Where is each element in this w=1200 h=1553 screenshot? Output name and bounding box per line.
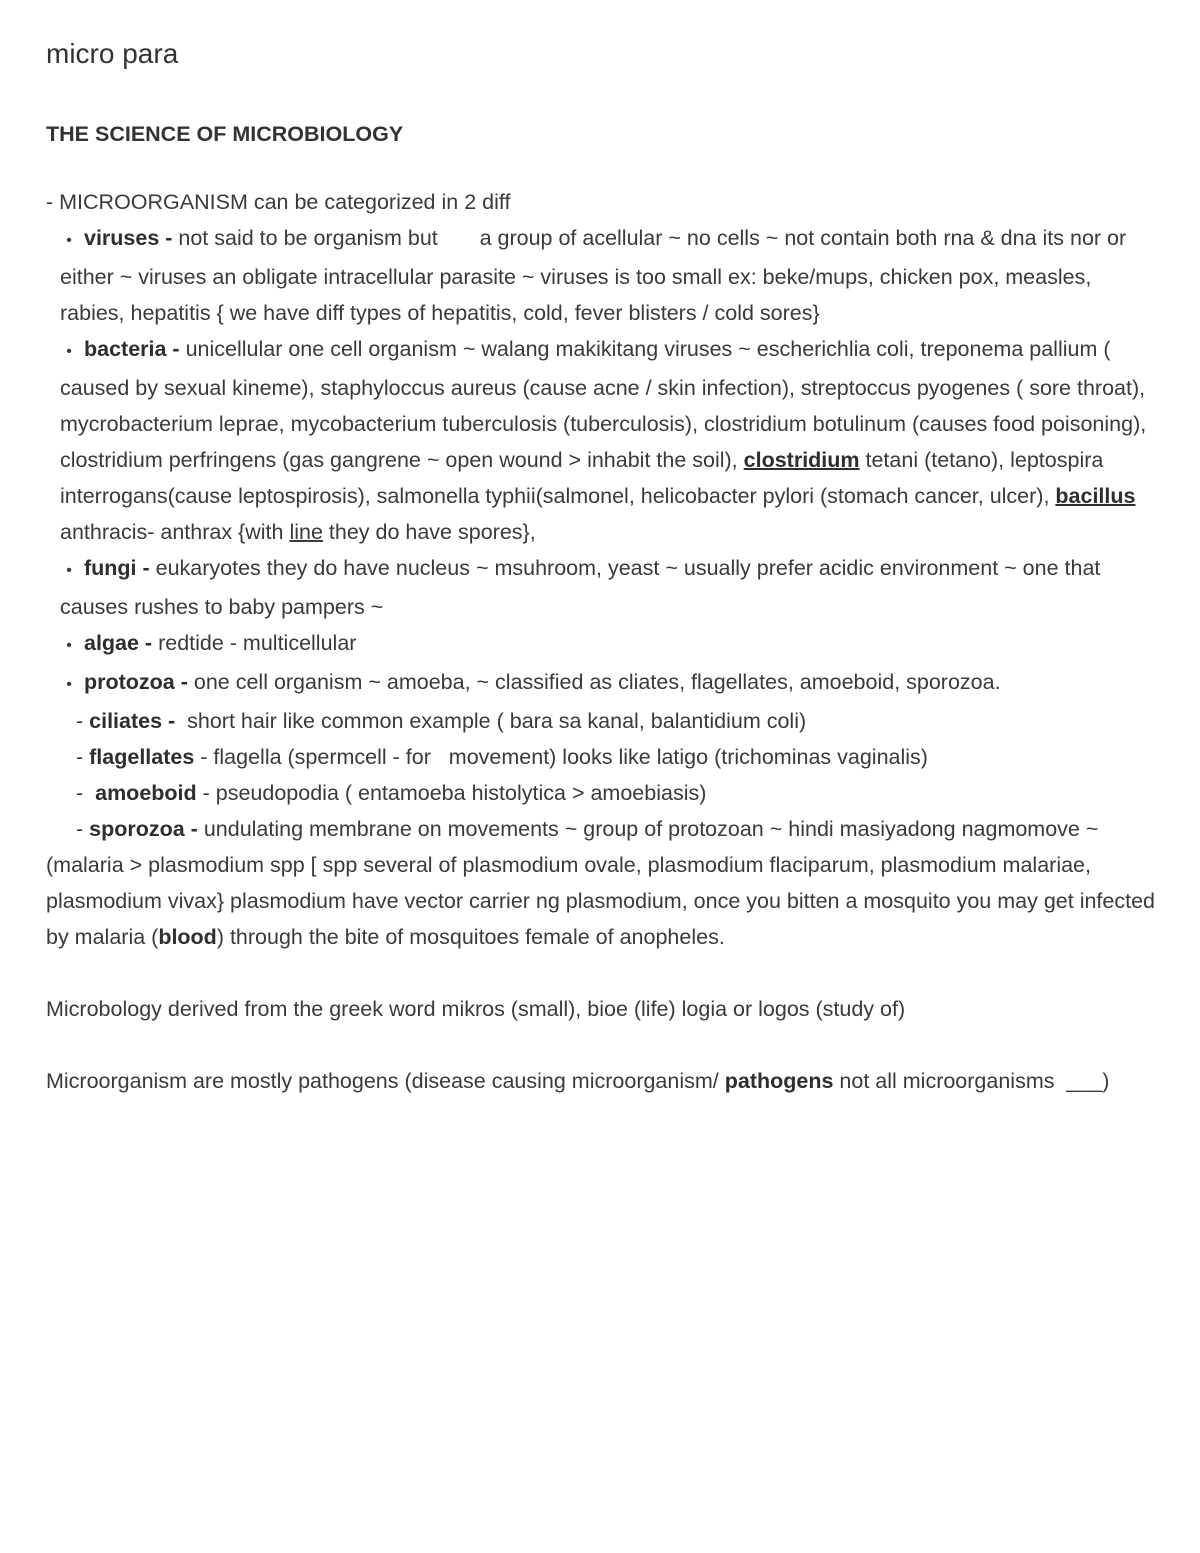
intro-line: - MICROORGANISM can be categorized in 2 diff xyxy=(46,190,511,214)
underlined-clostridium: clostridium xyxy=(743,448,860,472)
sub-dash: - xyxy=(76,817,90,841)
document-title: micro para xyxy=(46,38,179,69)
pathogens-text-2: not all microorganisms ___) xyxy=(833,1069,1110,1093)
sub-item-amoeboid xyxy=(46,775,1156,811)
algae-text: redtide - multicellular xyxy=(152,631,357,655)
viruses-text: not said to be organism but a group of acellular ~ no cells ~ not contain both rna & dna its nor or either ~ viruses an obligate intracellular parasite ~ viruses is too small ex: beke/mups, chicken pox, measles, rabies, hepatitis { we have diff types of hepatitis, cold, fever blisters / cold sores} xyxy=(60,226,1133,325)
sporozoa-text-2: ) through the bite of mosquitoes female of anopheles. xyxy=(216,925,725,949)
term-algae: algae - xyxy=(83,631,153,655)
term-bacteria: bacteria - xyxy=(83,337,180,361)
bullet-icon: • xyxy=(66,343,72,360)
underlined-bacillus: bacillus xyxy=(1055,484,1136,508)
sub-item-sporozoa xyxy=(46,811,1156,955)
list-item-algae xyxy=(46,625,1156,664)
amoeboid-text: - pseudopodia ( entamoeba histolytica > amoebiasis) xyxy=(196,781,707,805)
etymology-paragraph: Microbology derived from the greek word mikros (small), bioe (life) logia or logos (study of) xyxy=(46,997,906,1021)
pathogens-paragraph xyxy=(46,1063,1156,1099)
list-item-fungi xyxy=(46,550,1156,625)
fungi-text: eukaryotes they do have nucleus ~ msuhroom, yeast ~ usually prefer acidic environment ~ one that causes rushes to baby pampers ~ xyxy=(60,556,1101,619)
bold-blood: blood xyxy=(158,925,217,949)
document-body xyxy=(46,184,1156,1099)
term-ciliates: ciliates - xyxy=(89,709,176,733)
protozoa-text: one cell organism ~ amoeba, ~ classified as cliates, flagellates, amoeboid, sporozoa. xyxy=(187,670,1001,694)
sporozoa-text-1: undulating membrane on movements ~ group of protozoan ~ hindi masiyadong nagmomove ~ (malaria > plasmodium spp [ spp several of plasmodium ovale, plasmodium flaciparum, plasmodium malariae, plasmodium vivax} plasmodium have vector carrier ng plasmodium, once you bitten a mosquito you may get infected by malaria ( xyxy=(46,817,1155,949)
bacteria-text-3: anthracis- anthrax {with xyxy=(60,520,290,544)
term-protozoa: protozoa - xyxy=(83,670,188,694)
term-fungi: fungi - xyxy=(83,556,150,580)
sub-dash: - xyxy=(76,709,90,733)
bullet-icon: • xyxy=(66,637,72,654)
term-flagellates: flagellates xyxy=(89,745,195,769)
list-item-protozoa xyxy=(46,664,1156,703)
bullet-icon: • xyxy=(66,676,72,693)
bullet-icon: • xyxy=(66,232,72,249)
bacteria-text-1: unicellular one cell organism ~ walang makikitang viruses ~ escherichlia coli, treponema pallium ( caused by sexual kineme), staphyloccus aureus (cause acne / skin infection), streptoccus pyogenes ( sore throat), mycrobacterium leprae, mycobacterium tuberculosis (tuberculosis), clostridium botulinum (causes food poisoning), clostridium perfringens (gas gangrene ~ open wound > inhabit the soil), xyxy=(60,337,1147,472)
list-item-bacteria xyxy=(46,331,1156,550)
list-item-viruses xyxy=(46,220,1156,331)
section-heading: THE SCIENCE OF MICROBIOLOGY xyxy=(46,122,404,146)
bacteria-text-4: they do have spores}, xyxy=(322,520,536,544)
sub-item-ciliates xyxy=(46,703,1156,739)
bold-pathogens: pathogens xyxy=(724,1069,834,1093)
term-amoeboid: amoeboid xyxy=(95,781,197,805)
term-viruses: viruses - xyxy=(83,226,173,250)
underlined-line: line xyxy=(289,520,323,544)
pathogens-text-1: Microorganism are mostly pathogens (disease causing microorganism/ xyxy=(46,1069,725,1093)
sub-dash: - xyxy=(76,745,90,769)
bullet-icon: • xyxy=(66,562,72,579)
flagellates-text: - flagella (spermcell - for movement) looks like latigo (trichominas vaginalis) xyxy=(194,745,928,769)
bacteria-text-2: tetani (tetano), leptospira interrogans(cause leptospirosis), salmonella typhii(salmonel, helicobacter pylori (stomach cancer, ulcer), xyxy=(60,448,1104,508)
sub-dash: - xyxy=(76,781,96,805)
term-sporozoa: sporozoa - xyxy=(89,817,198,841)
ciliates-text: short hair like common example ( bara sa kanal, balantidium coli) xyxy=(175,709,807,733)
sub-item-flagellates xyxy=(46,739,1156,775)
